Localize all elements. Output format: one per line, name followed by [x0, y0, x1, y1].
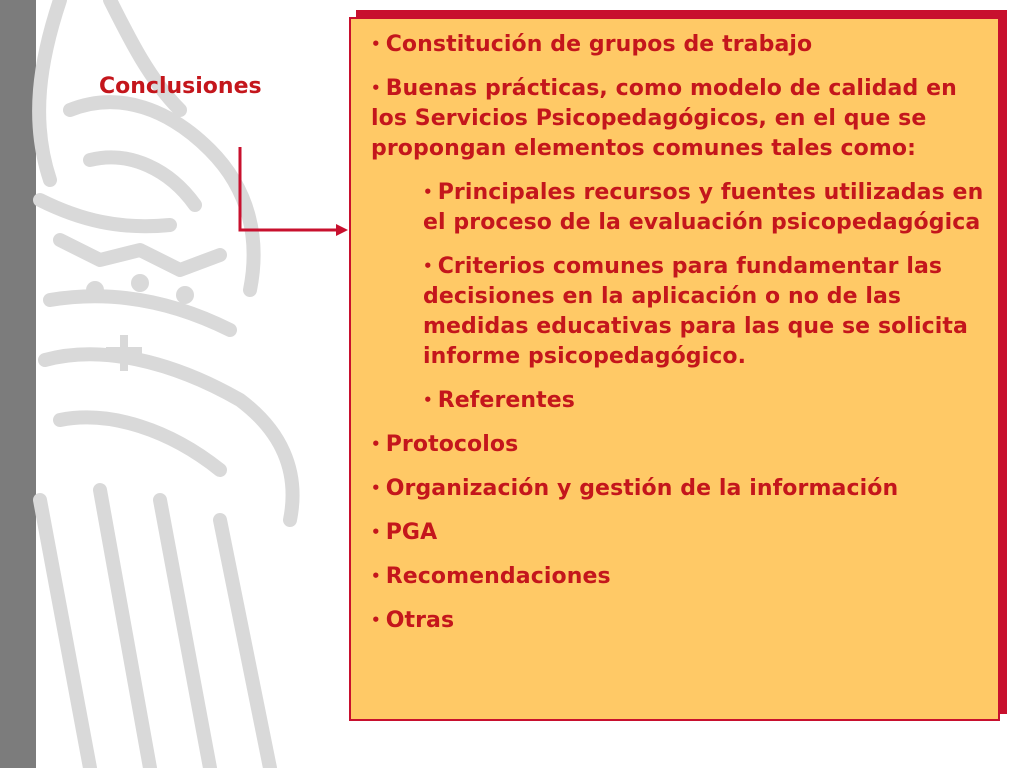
item-text: PGA	[385, 520, 438, 545]
coat-of-arms-watermark-icon	[0, 0, 340, 768]
bullet-icon: •	[371, 611, 381, 629]
sub-list-item	[423, 177, 988, 238]
section-title: Conclusiones	[99, 74, 262, 99]
bullet-icon: •	[423, 257, 433, 275]
bullet-icon: •	[371, 479, 381, 497]
item-text: Recomendaciones	[385, 564, 611, 589]
item-text: Protocolos	[385, 432, 519, 457]
bullet-icon: •	[371, 435, 381, 453]
bullet-icon: •	[371, 35, 381, 53]
bullet-icon: •	[371, 567, 381, 585]
item-text: Principales recursos y fuentes utilizadas en el proceso de la evaluación psicopedagógica	[423, 180, 984, 235]
list-item	[371, 561, 988, 592]
item-text: Buenas prácticas, como modelo de calidad en los Servicios Psicopedagógicos, en el que se propongan elementos comunes tales como:	[371, 76, 957, 161]
item-text: Otras	[385, 608, 455, 633]
item-text: Criterios comunes para fundamentar las decisiones en la aplicación o no de las medidas educativas para las que se solicita informe psicopedagógico.	[423, 254, 968, 369]
item-text: Constitución de grupos de trabajo	[385, 32, 813, 57]
content-panel	[349, 17, 1000, 721]
bullet-icon: •	[423, 183, 433, 201]
sub-list-item	[423, 385, 988, 416]
sub-list-item	[423, 251, 988, 372]
list-item	[371, 429, 988, 460]
list-item	[371, 73, 988, 164]
bullet-icon: •	[423, 391, 433, 409]
bullet-icon: •	[371, 523, 381, 541]
list-item	[371, 473, 988, 504]
bullet-icon: •	[371, 79, 381, 97]
list-item	[371, 605, 988, 636]
item-text: Organización y gestión de la información	[385, 476, 899, 501]
list-item	[371, 29, 988, 60]
item-text: Referentes	[437, 388, 576, 413]
list-item	[371, 517, 988, 548]
